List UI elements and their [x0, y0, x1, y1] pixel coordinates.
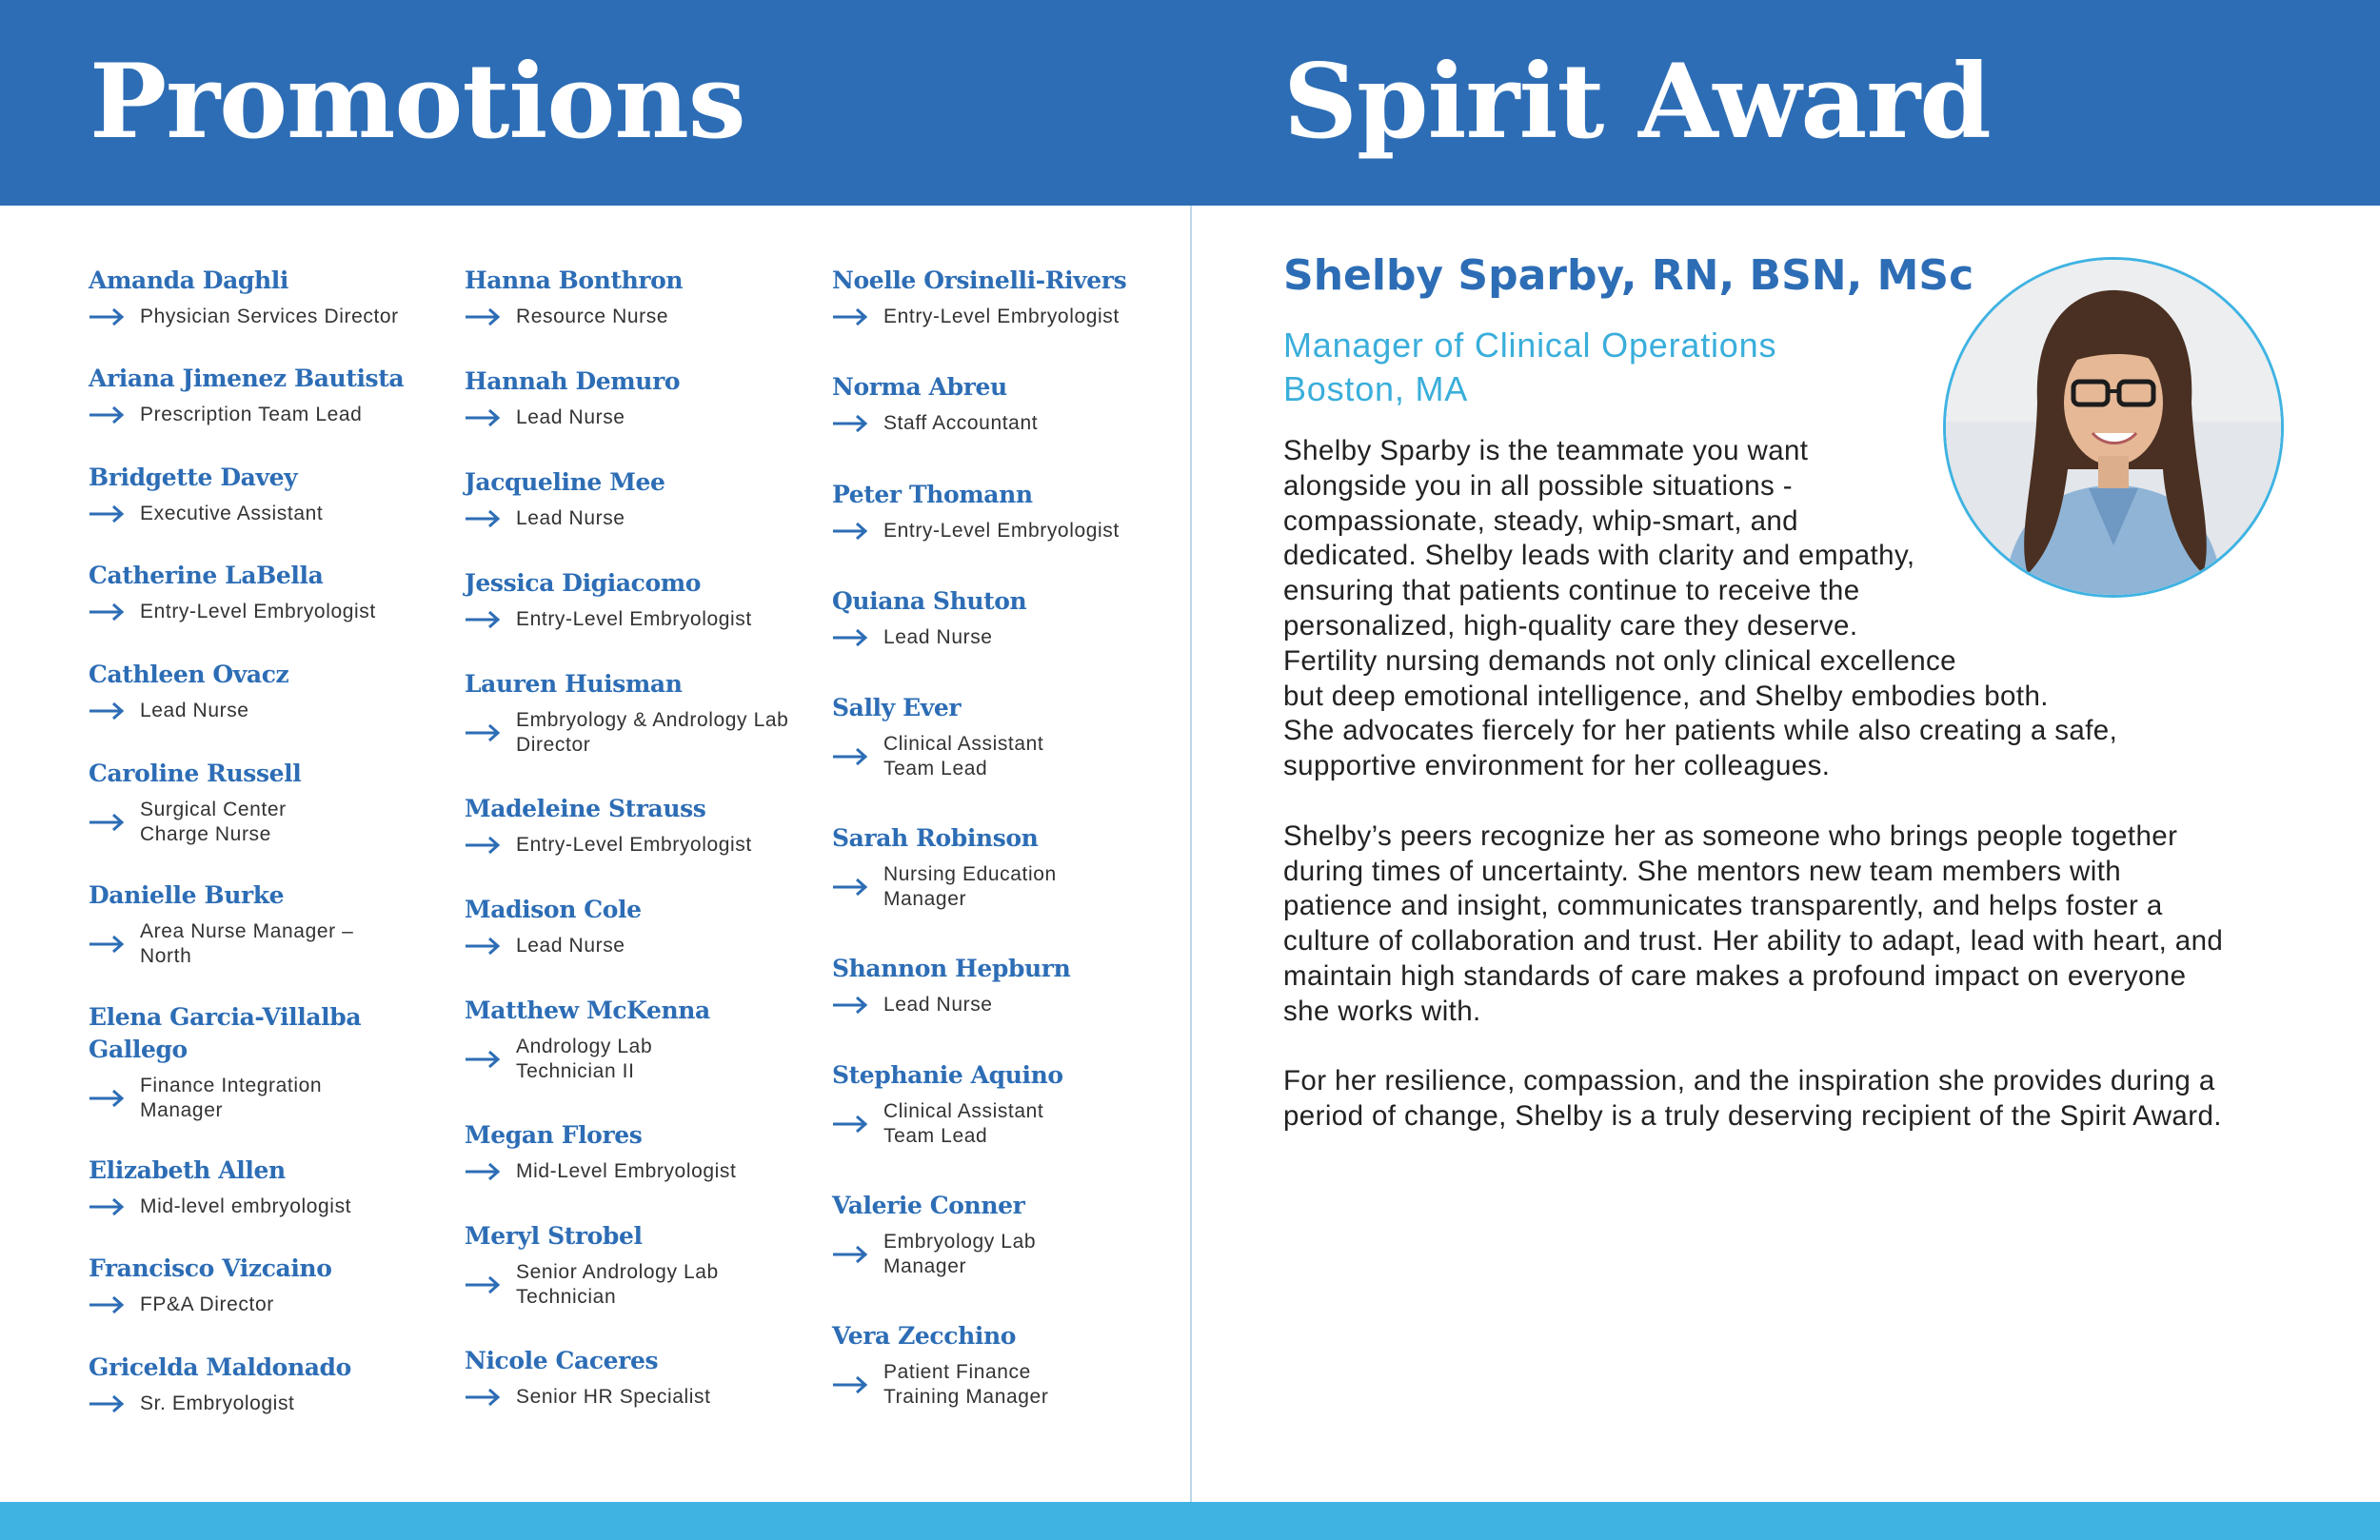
promotion-entry — [832, 371, 1175, 436]
promotion-name: Hanna Bonthron — [465, 267, 684, 294]
promotion-entry — [832, 1190, 1175, 1279]
promotion-entry — [832, 1059, 1175, 1149]
promotion-name: Sarah Robinson — [832, 824, 1039, 852]
promotion-entry — [465, 668, 807, 758]
promotion-role — [89, 699, 431, 723]
promotion-role — [832, 1099, 1175, 1149]
promotion-role-text: Entry-Level Embryologist — [883, 520, 1120, 542]
promotion-name: Catherine LaBella — [89, 562, 324, 589]
footer-bar — [0, 1502, 2380, 1540]
header-banner — [0, 0, 2380, 206]
promotion-role — [89, 1074, 431, 1123]
arrow-right-icon — [89, 813, 125, 832]
promotion-entry — [89, 1253, 431, 1317]
promotion-role — [832, 862, 1175, 912]
promotion-entry — [89, 1155, 431, 1219]
promotion-name: Danielle Burke — [89, 881, 285, 909]
promotion-entry — [465, 365, 807, 430]
arrow-right-icon — [832, 1245, 868, 1264]
promotion-entry — [89, 659, 431, 723]
promotion-role-text: Staff Accountant — [883, 412, 1039, 434]
promotion-role-text: Lead Nurse — [516, 935, 625, 957]
promotion-entry — [465, 894, 807, 958]
promotion-name: Shannon Hepburn — [832, 955, 1071, 982]
promotion-entry — [832, 822, 1175, 912]
promotion-entry — [832, 953, 1175, 1017]
promotion-entry — [832, 265, 1175, 329]
arrow-right-icon — [465, 1050, 501, 1069]
arrow-right-icon — [832, 878, 868, 897]
promotion-name: Cathleen Ovacz — [89, 661, 289, 688]
arrow-right-icon — [89, 1295, 125, 1314]
center-divider — [1190, 206, 1192, 1502]
promotion-role — [465, 934, 807, 958]
promotion-role — [465, 833, 807, 858]
promotion-role — [832, 993, 1175, 1017]
arrow-right-icon — [465, 610, 501, 629]
promotion-name: Madison Cole — [465, 896, 642, 923]
promotion-entry — [89, 363, 431, 427]
award-paragraph: For her resilience, compassion, and the inspiration she provides during a period of change, Shelby is a truly deserving recipient of the Spirit Award. — [1283, 1065, 2222, 1133]
promotion-role — [832, 1230, 1175, 1279]
award-description — [1283, 434, 2235, 1170]
promotion-name: Nicole Caceres — [465, 1347, 659, 1374]
promotion-role — [89, 403, 431, 427]
promotion-name: Norma Abreu — [832, 373, 1007, 401]
promotion-role — [832, 625, 1175, 650]
promotion-role-text: Entry-Level Embryologist — [516, 608, 752, 630]
promotion-entry — [465, 1220, 807, 1310]
promotion-name: Elizabeth Allen — [89, 1156, 286, 1184]
award-recipient-name: Shelby Sparby, RN, BSN, MSc — [1283, 251, 1974, 300]
promotion-role-text: Mid-Level Embryologist — [516, 1160, 737, 1182]
promotion-role-text: Area Nurse Manager – North — [140, 920, 354, 967]
promotion-name: Sally Ever — [832, 694, 962, 721]
promotion-name: Valerie Conner — [832, 1192, 1025, 1219]
promotion-name: Gricelda Maldonado — [89, 1353, 351, 1381]
promotion-name: Bridgette Davey — [89, 464, 298, 491]
promotion-entry — [89, 560, 431, 624]
promotion-role-text: Physician Services Director — [140, 306, 399, 327]
promotion-name: Lauren Huisman — [465, 670, 683, 698]
promotion-role-text: Finance Integration Manager — [140, 1075, 323, 1121]
arrow-right-icon — [465, 937, 501, 956]
arrow-right-icon — [89, 1394, 125, 1413]
promotion-entry — [89, 758, 431, 847]
arrow-right-icon — [832, 522, 868, 541]
arrow-right-icon — [465, 723, 501, 742]
promotion-name: Jessica Digiacomo — [465, 569, 702, 597]
promotion-entry — [465, 1119, 807, 1184]
promotion-role-text: Mid-level embryologist — [140, 1195, 352, 1217]
promotion-role — [89, 600, 431, 624]
promotion-role-text: FP&A Director — [140, 1293, 274, 1315]
promotion-role-text: Andrology Lab Technician II — [516, 1036, 653, 1082]
arrow-right-icon — [89, 935, 125, 954]
promotion-role — [89, 305, 431, 329]
promotion-role — [832, 519, 1175, 543]
promotion-role — [465, 1260, 807, 1310]
promotion-entry — [89, 879, 431, 969]
arrow-right-icon — [89, 602, 125, 622]
promotion-name: Elena Garcia-Villalba Gallego — [89, 1003, 362, 1063]
promotion-entry — [465, 995, 807, 1084]
promotion-name: Jacqueline Mee — [465, 468, 665, 496]
arrow-right-icon — [465, 307, 501, 326]
promotion-role — [465, 607, 807, 632]
promotion-entry — [832, 585, 1175, 650]
promotion-role — [465, 305, 807, 329]
promotion-name: Noelle Orsinelli-Rivers — [832, 267, 1127, 294]
promotion-role-text: Embryology & Andrology Lab Director — [516, 709, 789, 756]
promotion-name: Madeleine Strauss — [465, 795, 706, 822]
promotion-role — [89, 1194, 431, 1219]
promotion-role-text: Clinical Assistant Team Lead — [883, 1100, 1044, 1147]
promotion-name: Stephanie Aquino — [832, 1061, 1063, 1089]
arrow-right-icon — [89, 1197, 125, 1216]
promotion-name: Hannah Demuro — [465, 367, 681, 395]
promotion-name: Ariana Jimenez Bautista — [89, 365, 405, 392]
award-recipient-meta — [1283, 324, 1776, 411]
promotion-role — [832, 305, 1175, 329]
promotion-entry — [465, 1345, 807, 1410]
promotion-role — [832, 411, 1175, 436]
promotion-name: Meryl Strobel — [465, 1222, 643, 1250]
promotion-role — [89, 919, 431, 969]
promotion-role — [465, 1385, 807, 1410]
arrow-right-icon — [89, 405, 125, 424]
award-recipient-location: Boston, MA — [1283, 369, 1469, 408]
promotion-role-text: Entry-Level Embryologist — [140, 601, 376, 622]
promotion-entry — [465, 466, 807, 531]
award-paragraph: Shelby Sparby is the teammate you want alongside you in all possible situations - compassionate, steady, whip-smart, and dedicated. Shelby leads with clarity and empathy, ensuring that patients continue to receive the personalized, high-quality care they deserve. Fertility nursing demands not only clinical excellence but deep emotional intelligence, and Shelby embodies both. She advocates fiercely for her patients while also creating a safe, supportive environment for her colleagues. — [1283, 435, 2118, 782]
promotion-role-text: Lead Nurse — [516, 406, 625, 428]
promotion-role-text: Lead Nurse — [140, 700, 249, 721]
promotion-role — [89, 1392, 431, 1416]
promotion-name: Caroline Russell — [89, 760, 302, 787]
award-recipient-title: Manager of Clinical Operations — [1283, 326, 1777, 365]
promotion-entry — [832, 1320, 1175, 1410]
arrow-right-icon — [89, 504, 125, 523]
arrow-right-icon — [89, 307, 125, 326]
arrow-right-icon — [832, 414, 868, 433]
promotion-role-text: Surgical Center Charge Nurse — [140, 799, 287, 845]
promotion-role — [89, 502, 431, 526]
promotion-role-text: Resource Nurse — [516, 306, 669, 327]
promotion-role — [465, 405, 807, 430]
promotion-role-text: Embryology Lab Manager — [883, 1231, 1037, 1277]
arrow-right-icon — [832, 1375, 868, 1394]
arrow-right-icon — [89, 1089, 125, 1108]
promotion-entry — [832, 479, 1175, 543]
arrow-right-icon — [465, 408, 501, 427]
promotion-role-text: Entry-Level Embryologist — [516, 834, 752, 856]
promotion-role — [89, 1293, 431, 1317]
promotion-entry — [465, 265, 807, 329]
promotion-role-text: Senior Andrology Lab Technician — [516, 1261, 719, 1308]
arrow-right-icon — [465, 836, 501, 855]
promotion-entry — [465, 793, 807, 858]
arrow-right-icon — [465, 1162, 501, 1181]
promotion-role-text: Prescription Team Lead — [140, 404, 363, 425]
arrow-right-icon — [89, 701, 125, 721]
promotion-name: Matthew McKenna — [465, 997, 710, 1024]
promotion-name: Vera Zecchino — [832, 1322, 1017, 1350]
promotion-name: Megan Flores — [465, 1121, 643, 1149]
promotion-role — [89, 798, 431, 847]
promotion-role-text: Clinical Assistant Team Lead — [883, 733, 1044, 780]
promotion-role-text: Entry-Level Embryologist — [883, 306, 1120, 327]
promotion-role-text: Sr. Embryologist — [140, 1392, 295, 1414]
arrow-right-icon — [832, 307, 868, 326]
arrow-right-icon — [832, 747, 868, 766]
award-paragraph: Shelby’s peers recognize her as someone who brings people together during times of uncertainty. She mentors new team members with patience and insight, communicates transparently, and helps foster a culture of collaboration and trust. Her ability to adapt, lead with heart, and maintain high standards of care makes a profound impact on everyone she works with. — [1283, 819, 2224, 1027]
arrow-right-icon — [832, 1115, 868, 1134]
promotion-entry — [89, 462, 431, 526]
promotion-entry — [89, 265, 431, 329]
promotion-name: Amanda Daghli — [89, 267, 288, 294]
spirit-award-title: Spirit Award — [1283, 42, 1991, 162]
arrow-right-icon — [465, 509, 501, 528]
promotion-role-text: Nursing Education Manager — [883, 863, 1057, 910]
arrow-right-icon — [832, 996, 868, 1015]
promotion-role — [465, 1159, 807, 1184]
promotion-role — [832, 732, 1175, 781]
promotion-name: Peter Thomann — [832, 481, 1033, 508]
promotion-entry — [832, 692, 1175, 781]
promotion-role-text: Lead Nurse — [516, 507, 625, 529]
arrow-right-icon — [465, 1388, 501, 1407]
arrow-right-icon — [465, 1275, 501, 1294]
promotion-name: Quiana Shuton — [832, 587, 1027, 615]
promotions-title: Promotions — [89, 42, 745, 162]
arrow-right-icon — [832, 628, 868, 647]
promotion-entry — [89, 1001, 431, 1123]
promotion-role — [465, 1035, 807, 1084]
promotion-role — [465, 506, 807, 531]
promotion-role-text: Executive Assistant — [140, 503, 324, 524]
promotion-role-text: Patient Finance Training Manager — [883, 1361, 1049, 1408]
promotion-name: Francisco Vizcaino — [89, 1254, 332, 1282]
promotion-entry — [89, 1352, 431, 1416]
promotion-role — [832, 1360, 1175, 1410]
promotion-role — [465, 708, 807, 758]
promotion-role-text: Lead Nurse — [883, 626, 993, 648]
promotion-entry — [465, 567, 807, 632]
promotion-role-text: Senior HR Specialist — [516, 1386, 711, 1408]
promotion-role-text: Lead Nurse — [883, 994, 993, 1016]
